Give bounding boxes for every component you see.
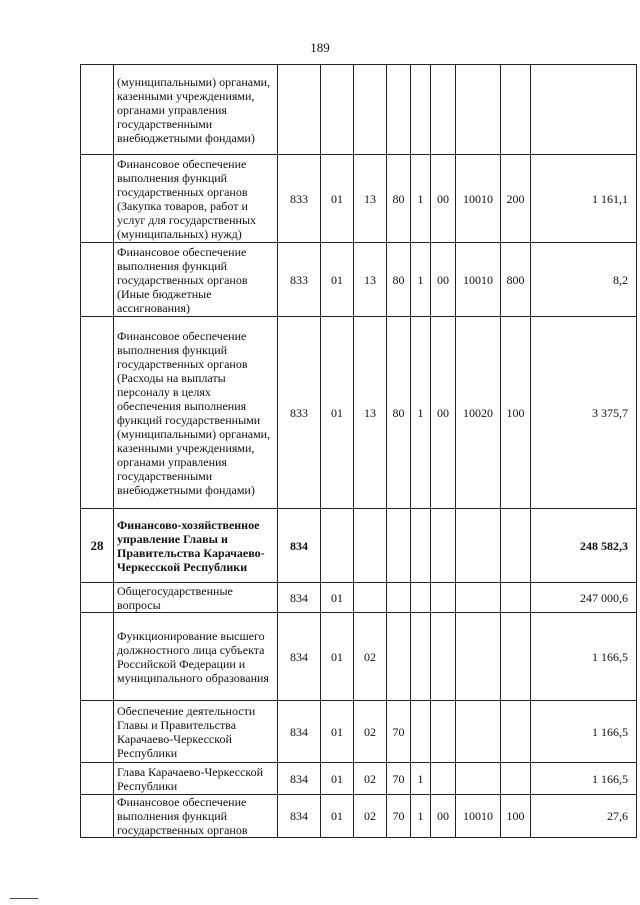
cell-t1: 80	[387, 243, 411, 317]
cell-t4	[456, 613, 501, 701]
cell-grbs	[278, 65, 321, 155]
cell-t4	[456, 509, 501, 583]
table-row	[81, 613, 637, 701]
cell-vr: 100	[501, 317, 531, 509]
cell-t3	[431, 65, 456, 155]
cell-t4: 10010	[456, 243, 501, 317]
cell-num	[81, 701, 114, 763]
cell-t4	[456, 763, 501, 795]
cell-pr: 02	[354, 763, 387, 795]
cell-rz: 01	[321, 317, 354, 509]
cell-grbs: 833	[278, 317, 321, 509]
cell-t1: 70	[387, 701, 411, 763]
cell-t1	[387, 509, 411, 583]
cell-t3	[431, 509, 456, 583]
cell-rz: 01	[321, 155, 354, 243]
cell-pr: 02	[354, 701, 387, 763]
cell-name: Финансовое обеспечение выполнения функций государственных органов	[114, 795, 278, 838]
cell-amount: 8,2	[531, 243, 637, 317]
cell-t3	[431, 613, 456, 701]
cell-vr	[501, 65, 531, 155]
cell-t3: 00	[431, 155, 456, 243]
cell-vr: 100	[501, 795, 531, 838]
table-row	[81, 155, 637, 243]
cell-name: Финансово-хозяйственное управление Главы и Правительства Карачаево-Черкесской Республики	[114, 509, 278, 583]
cell-vr	[501, 701, 531, 763]
cell-t2	[411, 701, 431, 763]
cell-t1: 70	[387, 795, 411, 838]
cell-t3: 00	[431, 317, 456, 509]
cell-num	[81, 613, 114, 701]
cell-grbs: 833	[278, 155, 321, 243]
cell-t2	[411, 583, 431, 613]
cell-rz: 01	[321, 243, 354, 317]
table-row	[81, 317, 637, 509]
cell-t4: 10010	[456, 795, 501, 838]
cell-rz: 01	[321, 795, 354, 838]
cell-t4: 10020	[456, 317, 501, 509]
cell-t2: 1	[411, 155, 431, 243]
cell-amount: 1 166,5	[531, 613, 637, 701]
table-row	[81, 701, 637, 763]
cell-num	[81, 155, 114, 243]
cell-t2: 1	[411, 763, 431, 795]
cell-pr: 13	[354, 243, 387, 317]
table-row	[81, 243, 637, 317]
cell-grbs: 834	[278, 795, 321, 838]
cell-t4	[456, 701, 501, 763]
cell-t3: 00	[431, 243, 456, 317]
cell-t2	[411, 509, 431, 583]
cell-amount: 1 166,5	[531, 763, 637, 795]
cell-rz: 01	[321, 583, 354, 613]
table-row	[81, 795, 637, 838]
cell-grbs: 834	[278, 509, 321, 583]
cell-num	[81, 583, 114, 613]
cell-t1	[387, 613, 411, 701]
cell-amount: 247 000,6	[531, 583, 637, 613]
page-number: 189	[310, 40, 330, 55]
cell-t1: 70	[387, 763, 411, 795]
table-row	[81, 763, 637, 795]
cell-grbs: 834	[278, 583, 321, 613]
cell-amount: 1 166,5	[531, 701, 637, 763]
cell-vr	[501, 509, 531, 583]
cell-t2: 1	[411, 243, 431, 317]
table-row	[81, 65, 637, 155]
cell-rz	[321, 509, 354, 583]
cell-vr	[501, 763, 531, 795]
cell-pr	[354, 583, 387, 613]
cell-vr: 800	[501, 243, 531, 317]
cell-pr: 13	[354, 155, 387, 243]
cell-t4: 10010	[456, 155, 501, 243]
cell-t3	[431, 701, 456, 763]
cell-rz: 01	[321, 701, 354, 763]
cell-t2: 1	[411, 317, 431, 509]
cell-t1: 80	[387, 317, 411, 509]
cell-t3	[431, 583, 456, 613]
cell-grbs: 834	[278, 701, 321, 763]
cell-vr	[501, 583, 531, 613]
budget-table	[80, 64, 637, 838]
cell-t2: 1	[411, 795, 431, 838]
cell-t4	[456, 583, 501, 613]
cell-t1	[387, 583, 411, 613]
table-row	[81, 509, 637, 583]
cell-pr: 02	[354, 795, 387, 838]
cell-amount: 1 161,1	[531, 155, 637, 243]
cell-amount: 27,6	[531, 795, 637, 838]
cell-t1: 80	[387, 155, 411, 243]
cell-rz	[321, 65, 354, 155]
cell-name: Финансовое обеспечение выполнения функций государственных органов (Иные бюджетные ассигнования)	[114, 243, 278, 317]
cell-num	[81, 763, 114, 795]
cell-t3: 00	[431, 795, 456, 838]
cell-name: Финансовое обеспечение выполнения функций государственных органов (Расходы на выплаты персоналу в целях обеспечения выполнения функций государственными (муниципальными) органами, казенными учреждениями, органами управления государственными внебюджетными фондами)	[114, 317, 278, 509]
cell-num	[81, 243, 114, 317]
cell-t4	[456, 65, 501, 155]
cell-pr	[354, 65, 387, 155]
cell-num	[81, 65, 114, 155]
cell-t3	[431, 763, 456, 795]
cell-name: Функционирование высшего должностного лица субъекта Российской Федерации и муниципального образования	[114, 613, 278, 701]
cell-name: (муниципальными) органами, казенными учреждениями, органами управления государственными внебюджетными фондами)	[114, 65, 278, 155]
cell-grbs: 834	[278, 613, 321, 701]
cell-pr: 13	[354, 317, 387, 509]
cell-t2	[411, 65, 431, 155]
cell-name: Финансовое обеспечение выполнения функций государственных органов (Закупка товаров, работ и услуг для государственных (муниципальных) нужд)	[114, 155, 278, 243]
cell-num	[81, 317, 114, 509]
cell-amount	[531, 65, 637, 155]
cell-amount: 248 582,3	[531, 509, 637, 583]
cell-name: Обеспечение деятельности Главы и Правительства Карачаево-Черкесской Республики	[114, 701, 278, 763]
cell-rz: 01	[321, 763, 354, 795]
cell-vr	[501, 613, 531, 701]
cell-t2	[411, 613, 431, 701]
cell-vr: 200	[501, 155, 531, 243]
cell-pr: 02	[354, 613, 387, 701]
cell-name: Глава Карачаево-Черкесской Республики	[114, 763, 278, 795]
cell-num: 28	[81, 509, 114, 583]
cell-grbs: 833	[278, 243, 321, 317]
cell-grbs: 834	[278, 763, 321, 795]
cell-t1	[387, 65, 411, 155]
cell-pr	[354, 509, 387, 583]
cell-num	[81, 795, 114, 838]
cell-rz: 01	[321, 613, 354, 701]
cell-amount: 3 375,7	[531, 317, 637, 509]
cell-name: Общегосударственные вопросы	[114, 583, 278, 613]
footer-line	[10, 898, 38, 899]
table-row	[81, 583, 637, 613]
